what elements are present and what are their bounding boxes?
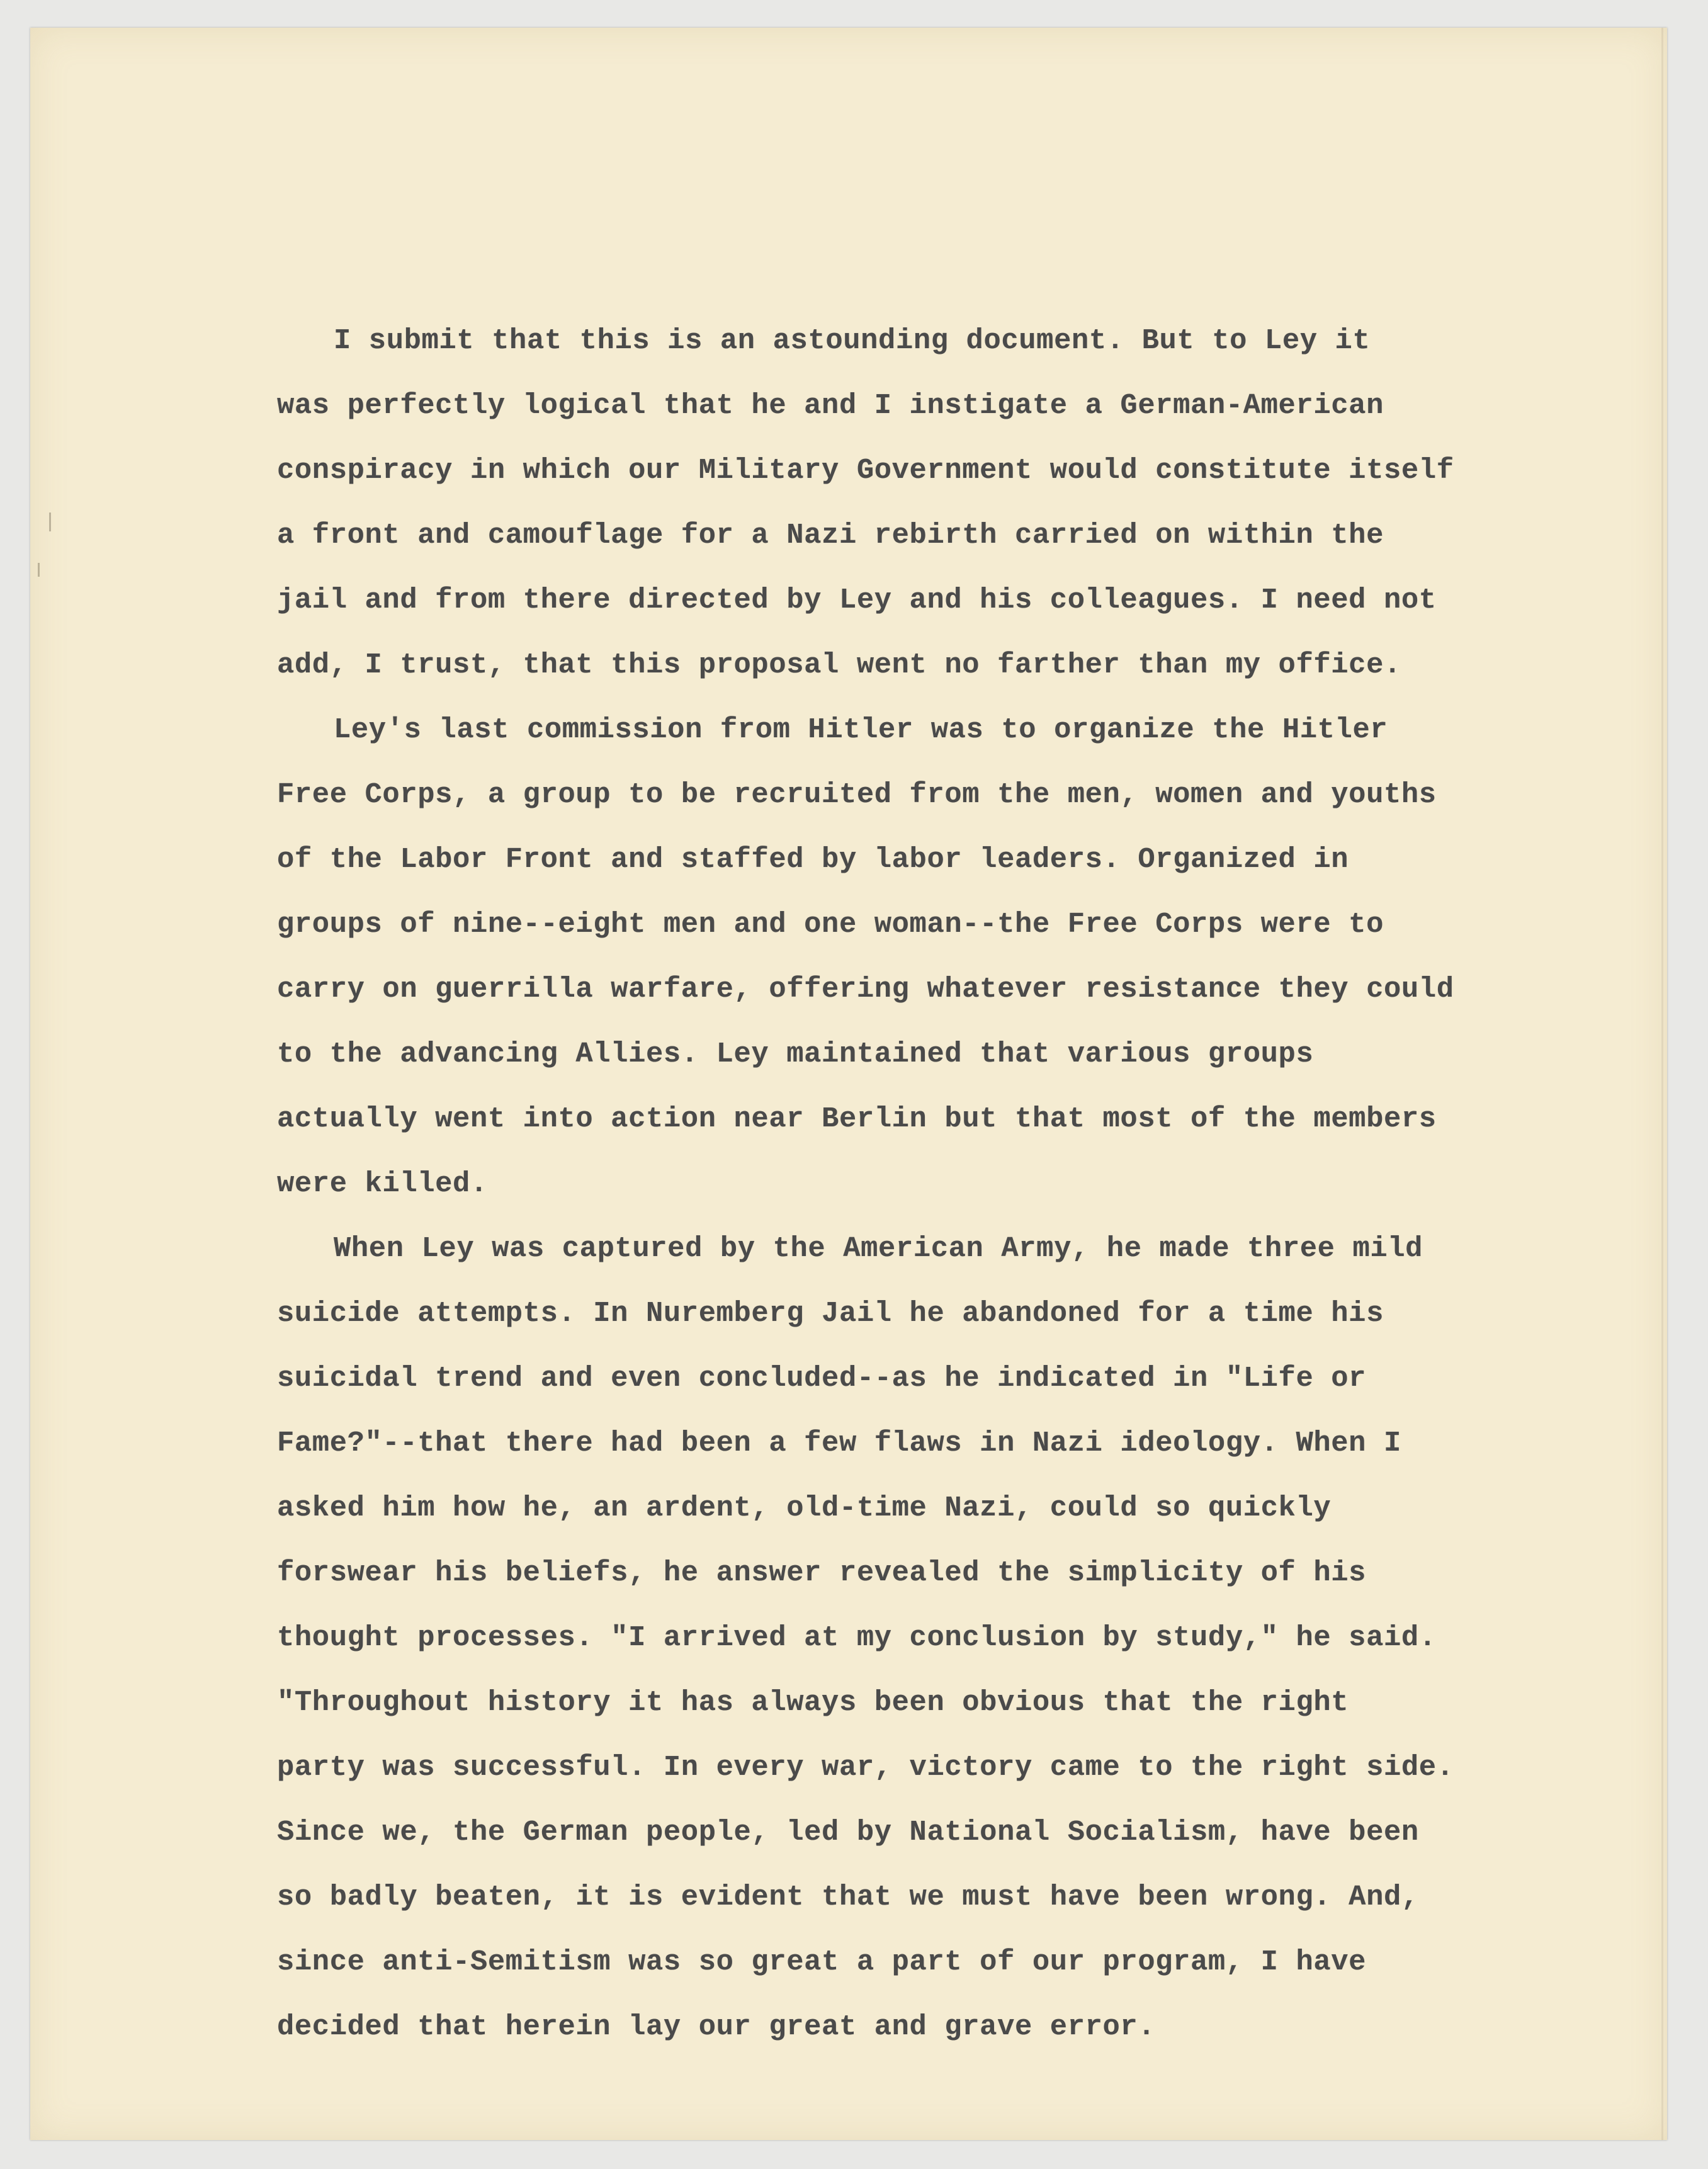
text-line: When Ley was captured by the American Army, he made three mild bbox=[334, 1232, 1423, 1265]
text-line: groups of nine--eight men and one woman--the Free Corps were to bbox=[277, 908, 1384, 941]
paragraph bbox=[277, 698, 1574, 1216]
text-line: of the Labor Front and staffed by labor leaders. Organized in bbox=[277, 843, 1349, 876]
text-line: jail and from there directed by Ley and his colleagues. I need not bbox=[277, 584, 1437, 616]
margin-mark bbox=[49, 513, 51, 531]
text-line: "Throughout history it has always been obvious that the right bbox=[277, 1686, 1349, 1719]
text-line: to the advancing Allies. Ley maintained that various groups bbox=[277, 1038, 1314, 1070]
text-line: Free Corps, a group to be recruited from the men, women and youths bbox=[277, 778, 1437, 811]
typed-body-text bbox=[277, 309, 1574, 2059]
text-line: thought processes. "I arrived at my conclusion by study," he said. bbox=[277, 1621, 1437, 1654]
text-line: since anti-Semitism was so great a part of our program, I have bbox=[277, 1945, 1367, 1978]
text-line: so badly beaten, it is evident that we must have been wrong. And, bbox=[277, 1881, 1419, 1913]
text-line: party was successful. In every war, victory came to the right side. bbox=[277, 1751, 1454, 1784]
text-line: carry on guerrilla warfare, offering whatever resistance they could bbox=[277, 973, 1454, 1005]
text-line: asked him how he, an ardent, old-time Nazi, could so quickly bbox=[277, 1492, 1332, 1524]
text-line: suicide attempts. In Nuremberg Jail he abandoned for a time his bbox=[277, 1297, 1384, 1330]
text-line: were killed. bbox=[277, 1167, 488, 1200]
text-line: forswear his beliefs, he answer revealed the simplicity of his bbox=[277, 1556, 1367, 1589]
text-line: was perfectly logical that he and I instigate a German-American bbox=[277, 389, 1384, 422]
text-line: Ley's last commission from Hitler was to organize the Hitler bbox=[334, 713, 1388, 746]
text-line: Since we, the German people, led by National Socialism, have been bbox=[277, 1816, 1419, 1849]
text-line: conspiracy in which our Military Government would constitute itself bbox=[277, 454, 1454, 487]
text-line: suicidal trend and even concluded--as he indicated in "Life or bbox=[277, 1362, 1367, 1395]
margin-mark bbox=[38, 563, 40, 577]
paragraph bbox=[277, 1216, 1574, 2059]
text-line: decided that herein lay our great and grave error. bbox=[277, 2010, 1156, 2043]
paragraph bbox=[277, 309, 1574, 698]
text-line: add, I trust, that this proposal went no farther than my office. bbox=[277, 648, 1401, 681]
text-line: I submit that this is an astounding document. But to Ley it bbox=[334, 324, 1371, 357]
text-line: Fame?"--that there had been a few flaws in Nazi ideology. When I bbox=[277, 1427, 1401, 1459]
text-line: actually went into action near Berlin but that most of the members bbox=[277, 1102, 1437, 1135]
text-line: a front and camouflage for a Nazi rebirth carried on within the bbox=[277, 519, 1384, 552]
